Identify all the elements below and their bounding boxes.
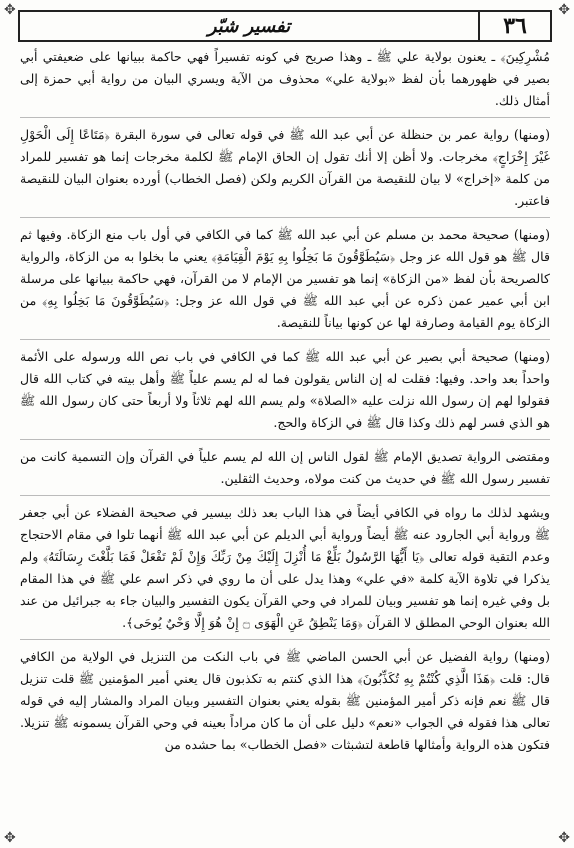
- paragraph-2: (ومنها) رواية عمر بن حنظلة عن أبي عبد الله ﷺ في قوله تعالى في سورة البقرة ﴿مَتَاعًا إِلَى الْحَوْلِ غَيْرَ إِخْرَاجٍ﴾ مخرجات. ولا أظن إلا أنك تقول إن الحاق الإمام ﷺ لكلمة مخرجات إنما هو تفسير للمراد من كلمة «إخراج» لا بيان للنقيصة من القرآن الكريم ولكن (فصل الخطاب) أورده بعنوان البيان للنقيصة فاعتبر.: [20, 127, 550, 208]
- paragraph-divider: [20, 117, 550, 118]
- page-body: [20, 46, 550, 842]
- paragraph-divider: [20, 339, 550, 340]
- paragraph-1: مُشْرِكِينَ﴾ ـ يعنون بولاية علي ﷺ ـ وهذا صريح في كونه تفسيراً فهي حاكمة ببيانها على ضعيفتي أبي بصير في ظهورهما بأن لفظ «بولاية علي» محذوف من الآية ويسري البيان من رواية أبي حمزة إلى أمثال ذلك.: [20, 49, 550, 108]
- paragraph-divider: [20, 495, 550, 496]
- paragraph-7: (ومنها) رواية الفضيل عن أبي الحسن الماضي ﷺ في باب النكت من التنزيل في الولاية من الكافي قال: قلت ﴿هَذَا الَّذِي كُنْتُمْ بِهِ تُكَذِّبُونَ﴾ هذا الذي كنتم به تكذبون قال يعني أمير المؤمنين ﷺ قلت تنزيل قال ﷺ نعم فإنه ذكر أمير المؤمنين ﷺ بقوله يعني بعنوان التفسير وبيان المراد والمشار إليه في قوله تعالى هذا فقوله في الجواب «نعم» دليل على أن ما كان مراداً بعينه في وحي القرآن يسمونه ﷺ تنزيلا. فتكون هذه الرواية وأمثالها قاطعة لتشبثات «فصل الخطاب» بما حشده من: [20, 649, 550, 752]
- running-title: تفسير شبّر: [207, 15, 291, 37]
- paragraph-4: (ومنها) صحيحة أبي بصير عن أبي عبد الله ﷺ كما في الكافي في باب نص الله ورسوله على الأئمة واحداً بعد واحد. وفيها: فقلت له إن الناس يقولون فما له لم يسم علياً ﷺ وأهل بيته في كتاب الله قال فقولوا لهم إن رسول الله نزلت عليه «الصلاة» ولم يسم الله لهم ثلاثاً ولا أربعاً حتى كان رسول الله ﷺ هو الذي فسر لهم ذلك وكذا قال ﷺ في الزكاة والحج.: [20, 349, 550, 430]
- paragraph-divider: [20, 639, 550, 640]
- corner-ornament-icon: ✥: [4, 2, 16, 18]
- corner-ornament-icon: ✥: [558, 830, 570, 846]
- corner-ornament-icon: ✥: [4, 830, 16, 846]
- paragraph-5: ومقتضى الرواية تصديق الإمام ﷺ لقول الناس إن الله لم يسم علياً في القرآن وإن التسمية كانت من تفسير رسول الله ﷺ في حديث من كنت مولاه، وحديث الثقلين.: [20, 449, 550, 486]
- corner-ornament-icon: ✥: [558, 2, 570, 18]
- paragraph-divider: [20, 439, 550, 440]
- paragraph-divider: [20, 217, 550, 218]
- paragraph-3: (ومنها) صحيحة محمد بن مسلم عن أبي عبد الله ﷺ كما في الكافي في أول باب منع الزكاة. وفيها ثم قال ﷺ هو قول الله عز وجل ﴿سَيُطَوَّقُونَ مَا بَخِلُوا بِهِ يَوْمَ الْقِيَامَةِ﴾ يعني ما بخلوا به من الزكاة، والرواية كالصريحة بأن لفظ «من الزكاة» إنما هو تفسير من الإمام لا من القرآن، فهي حاكمة ببيانها على مرسلة ابن أبي عمير عمن ذكره عن أبي عبد الله ﷺ في قول الله عز وجل: ﴿سَيُطَوَّقُونَ مَا بَخِلُوا بِهِ﴾ من الزكاة يوم القيامة وصارفة لها عن كونها بياناً للنقيصة.: [20, 227, 550, 330]
- paragraph-6: ويشهد لذلك ما رواه في الكافي أيضاً في هذا الباب بعد ذلك بيسير في صحيحة الفضلاء عن أبي جعفر ﷺ ورواية أبي الجارود عنه ﷺ أيضاً ورواية أبي الديلم عن أبي عبد الله ﷺ أنهما تلوا في مقام الاحتجاج وعدم التقية قوله تعالى ﴿يَا أَيُّهَا الرَّسُولُ بَلِّغْ مَا أُنْزِلَ إِلَيْكَ مِنْ رَبِّكَ وَإِنْ لَمْ تَفْعَلْ فَمَا بَلَّغْتَ رِسَالَتَهُ﴾ ولم يذكرا في تلاوة الآية كلمة «في علي» وهذا يدل على أن ما روي في ذكر اسم علي ﷺ في هذا المقام بل وفي غيره إنما هو تفسير وبيان للمراد في وحي القرآن يكون التفسير والبيان جاء به جبرائيل من عند الله بعنوان الوحي المطلق لا القرآن ﴿وَمَا يَنْطِقُ عَنِ الْهَوَى ۝ إِنْ هُوَ إِلَّا وَحْيٌ يُوحَى﴾.: [20, 505, 550, 630]
- page-number: ٣٦: [478, 12, 550, 40]
- page-header: [18, 10, 552, 42]
